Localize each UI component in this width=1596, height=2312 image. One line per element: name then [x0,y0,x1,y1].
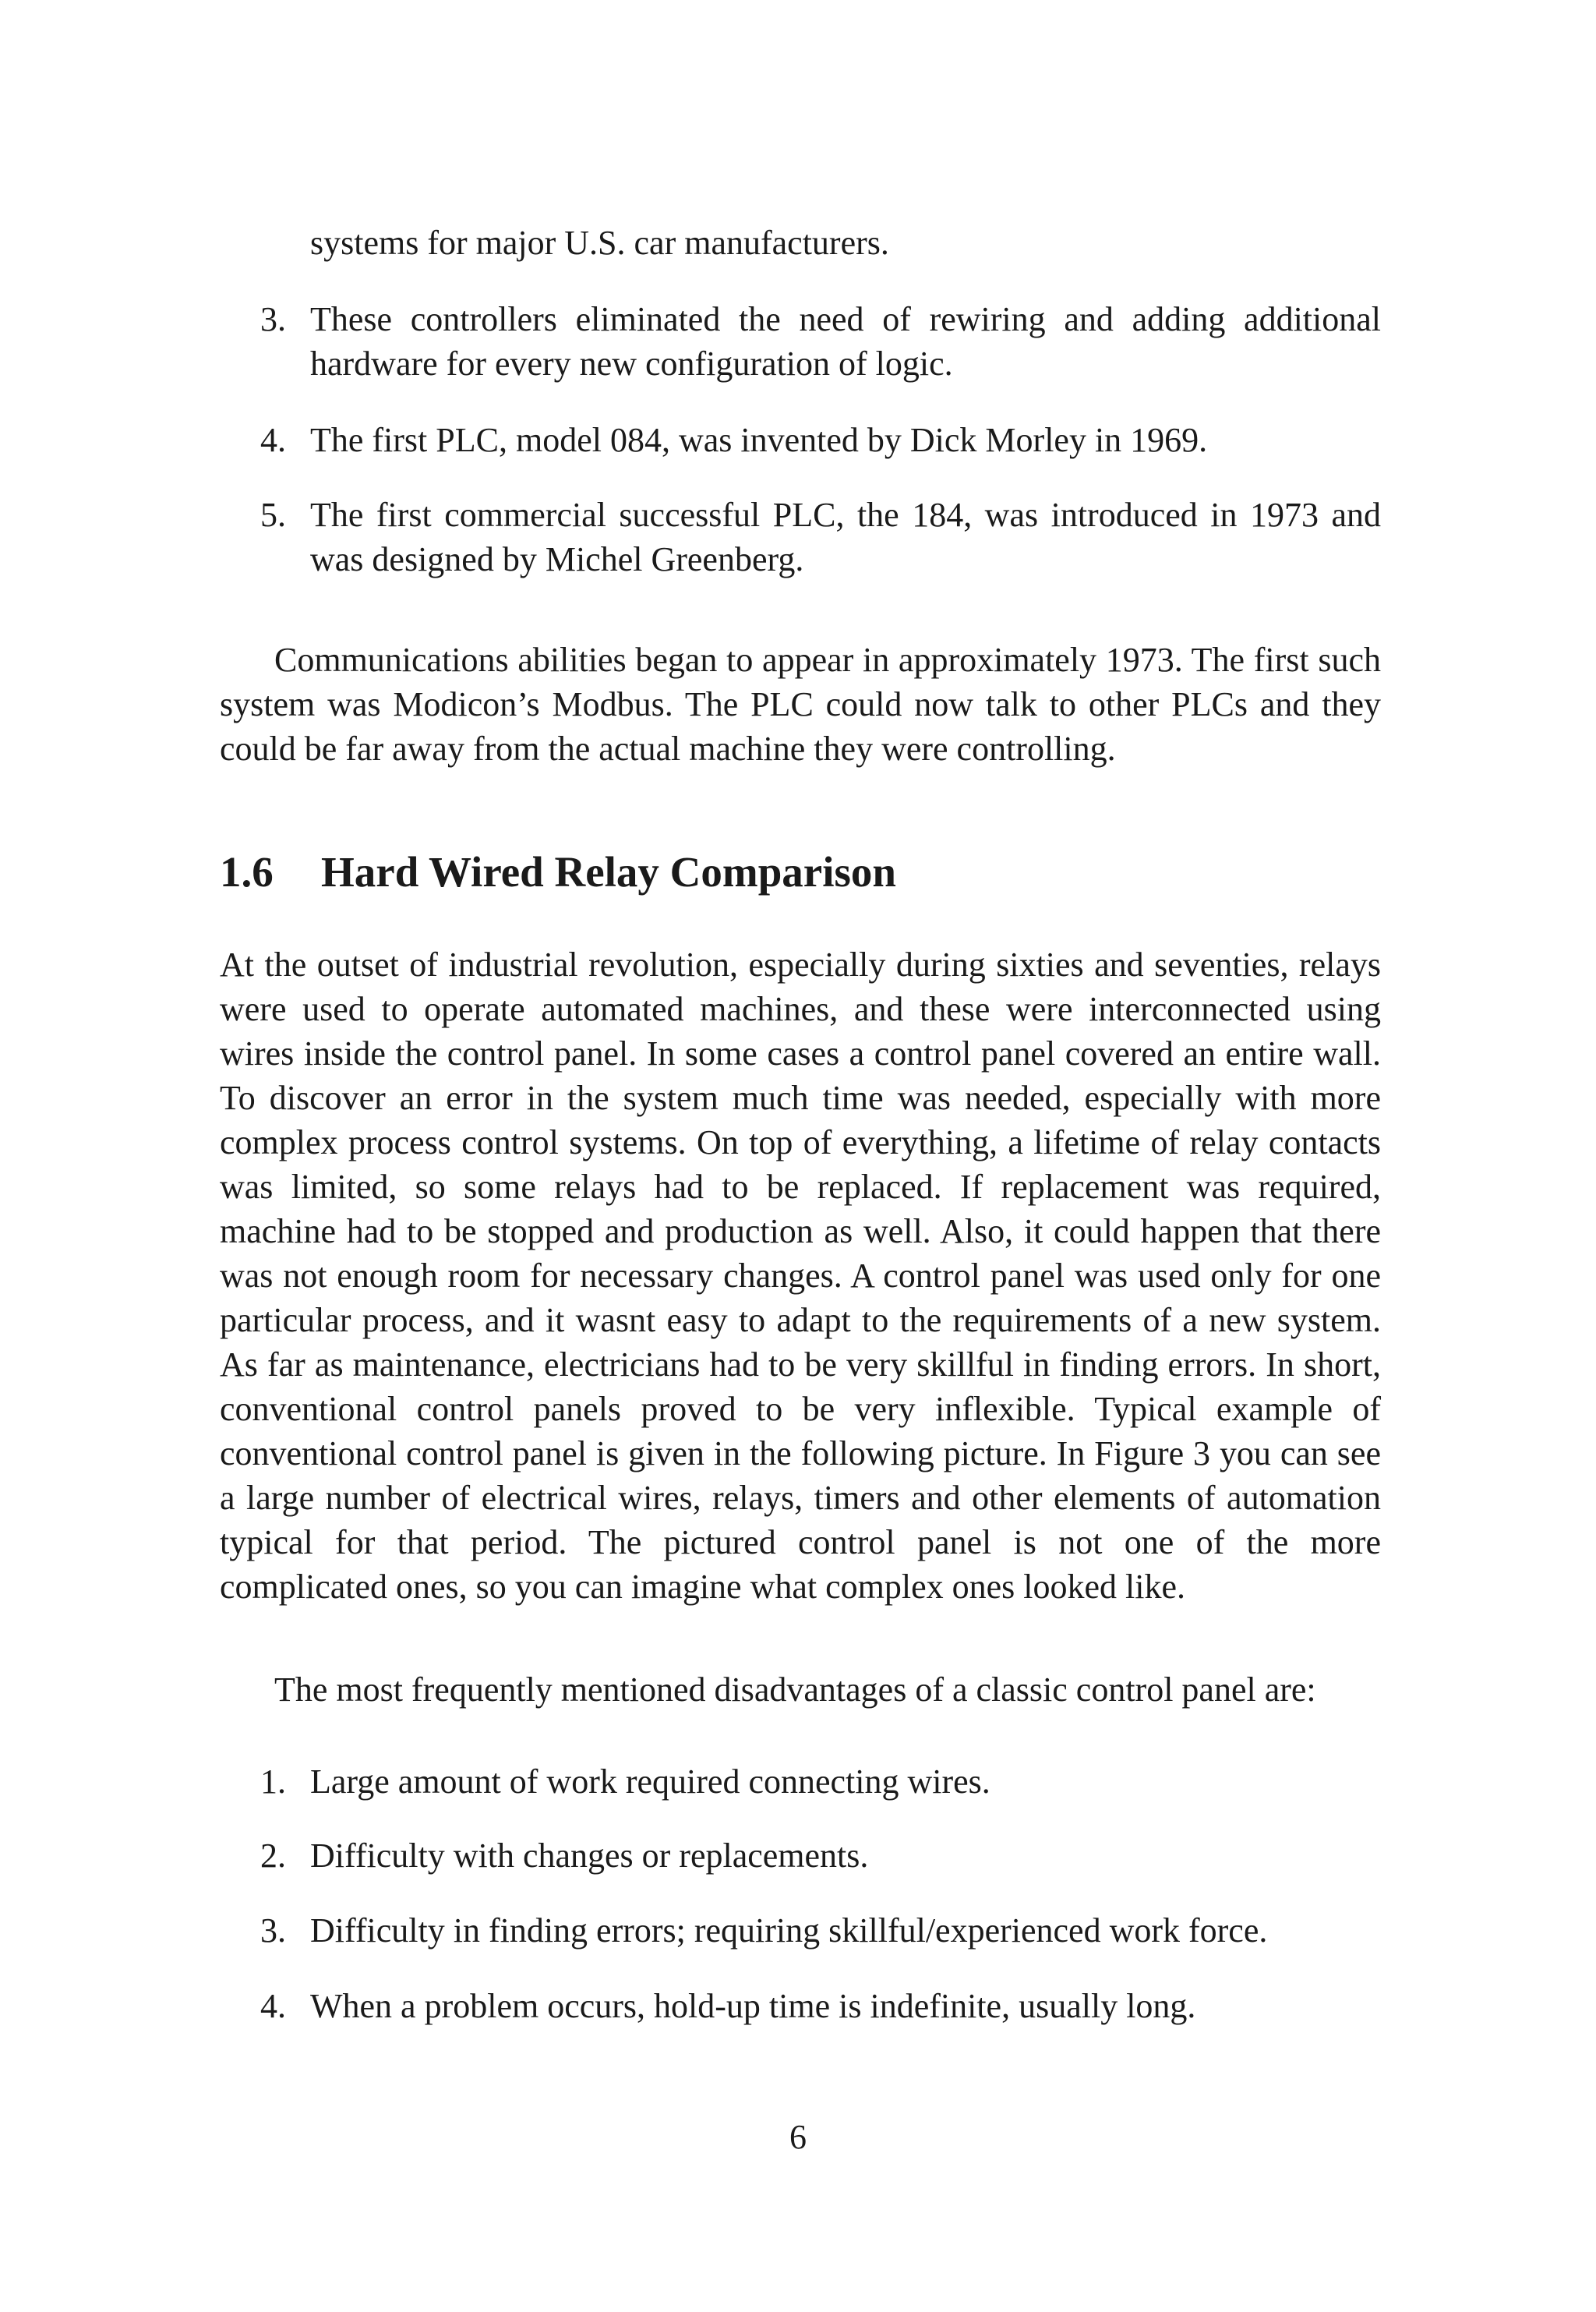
list-item-text: Difficulty with changes or replacements. [310,1837,869,1875]
section-title: Hard Wired Relay Comparison [321,848,896,896]
list-item [220,1833,1381,1878]
list-item-text: When a problem occurs, hold-up time is indefinite, usually long. [310,1987,1196,2025]
list-item [220,1759,1381,1804]
list-item-text: Large amount of work required connecting wires. [310,1762,990,1801]
page-number: 6 [789,2118,807,2156]
list-item [220,1908,1381,1953]
list-item-number: 1. [260,1762,286,1801]
list-item [220,418,1381,462]
list-item-text: systems for major U.S. car manufacturers. [310,224,889,262]
list-item-text: The first commercial successful PLC, the 184, was introduced in 1973 and was designed by Michel Greenberg. [310,496,1381,578]
list-item-number: 5. [260,496,286,534]
list-item-number: 4. [260,421,286,459]
list-item-number: 2. [260,1837,286,1875]
list-item [220,297,1381,386]
list-item-number: 3. [260,1911,286,1950]
list-item [220,493,1381,582]
list-item-text: These controllers eliminated the need of rewiring and adding additional hardware for every new configuration of logic. [310,300,1381,383]
list-item-text: Difficulty in finding errors; requiring skillful/experienced work force. [310,1911,1268,1950]
list-item-number: 4. [260,1987,286,2025]
list-item-continuation [220,221,1381,265]
section-paragraph-intro: The most frequently mentioned disadvantages of a classic control panel are: [274,1670,1316,1709]
section-paragraph: At the outset of industrial revolution, especially during sixties and seventies, relays were used to operate automated machines, and these were interconnected using wires inside the control panel. In some cases a control panel covered an entire wall. To discover an error in the system much time was needed, especially with more complex process control systems. On top of everything, a lifetime of relay contacts was limited, so some relays had to be replaced. If replacement was required, machine had to be stopped and production as well. Also, it could happen that there was not enough room for necessary changes. A control panel was used only for one particular process, and it wasnt easy to adapt to the requirements of a new system. As far as maintenance, electricians had to be very skillful in finding errors. In short, conventional control panels proved to be very inflexible. Typical example of conventional control panel is given in the following picture. In Figure 3 you can see a large number of electrical wires, relays, timers and other elements of automation typical for that period. The pictured control panel is not one of the more complicated ones, so you can imagine what complex ones looked like. [220,946,1381,1606]
section-number: 1.6 [220,848,274,896]
paragraph-communications: Communications abilities began to appear in approximately 1973. The first such system was Modicon’s Modbus. The PLC could now talk to other PLCs and they could be far away from the actual machine they were controlling. [220,641,1381,768]
list-item-number: 3. [260,300,286,338]
list-item [220,1984,1381,2028]
section-heading [220,845,1381,900]
list-item-text: The first PLC, model 084, was invented by Dick Morley in 1969. [310,421,1208,459]
